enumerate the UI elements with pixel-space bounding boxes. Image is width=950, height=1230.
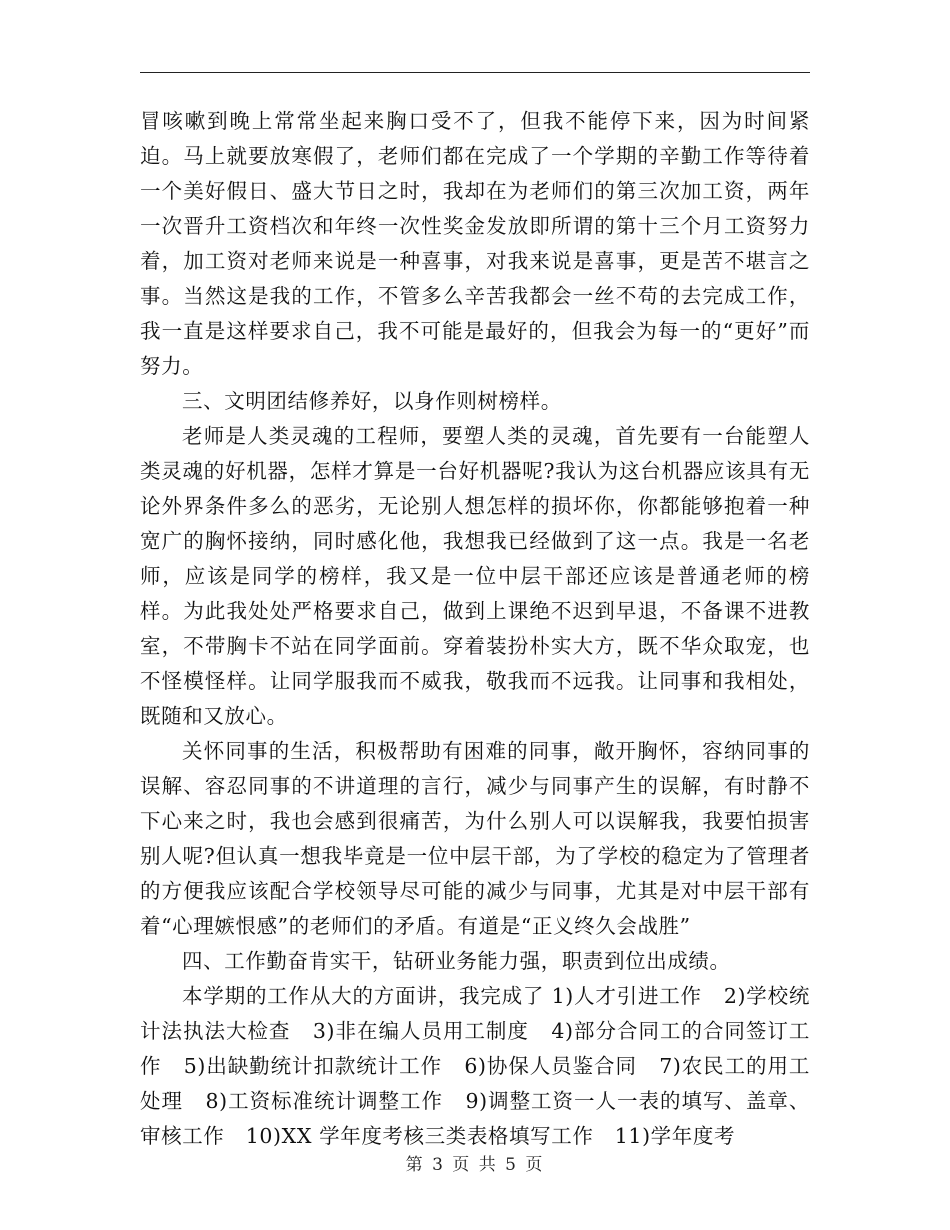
- paragraph-4: 本学期的工作从大的方面讲，我完成了 1)人才引进工作 2)学校统计法执法大检查 3)非在编人员用工制度 4)部分合同工的合同签订工作 5)出缺勤统计扣款统计工作 6)协保人员鉴合同 7)农民工的用工处理 8)工资标准统计调整工作 9)调整工资一人一表的填写、盖章、审核工作 10)XX 学年度考核三类表格填写工作 11)学年度考: [140, 984, 810, 1148]
- header-rule: [140, 72, 810, 73]
- section-heading-4: 四、工作勤奋肯实干，钻研业务能力强，职责到位出成绩。: [182, 949, 731, 973]
- paragraph-3: 关怀同事的生活，积极帮助有困难的同事，敞开胸怀，容纳同事的误解、容忍同事的不讲道理的言行，减少与同事产生的误解，有时静不下心来之时，我也会感到很痛苦，为什么别人可以误解我，我要怕损害别人呢?但认真一想我毕竟是一位中层干部，为了学校的稳定为了管理者的方便我应该配合学校领导尽可能的减少与同事，尤其是对中层干部有着“心理嫉恨感”的老师们的矛盾。有道是“正义终久会战胜”: [140, 739, 810, 938]
- page-number: 第 3 页 共 5 页: [405, 1155, 545, 1175]
- section-heading-3: 三、文明团结修养好，以身作则树榜样。: [182, 389, 562, 413]
- paragraph-1: 冒咳嗽到晚上常常坐起来胸口受不了，但我不能停下来，因为时间紧迫。马上就要放寒假了，老师们都在完成了一个学期的辛勤工作等待着一个美好假日、盛大节日之时，我却在为老师们的第三次加工资，两年一次晋升工资档次和年终一次性奖金发放即所谓的第十三个月工资努力着，加工资对老师来说是一种喜事，对我来说是喜事，更是苦不堪言之事。当然这是我的工作，不管多么辛苦我都会一丝不苟的去完成工作，我一直是这样要求自己，我不可能是最好的，但我会为每一的“更好”而努力。: [140, 109, 810, 378]
- document-body: [140, 104, 810, 1154]
- paragraph-2: 老师是人类灵魂的工程师，要塑人类的灵魂，首先要有一台能塑人类灵魂的好机器，怎样才算是一台好机器呢?我认为这台机器应该具有无论外界条件多么的恶劣，无论别人想怎样的损坏你，你都能够抱着一种宽广的胸怀接纳，同时感化他，我想我已经做到了这一点。我是一名老师，应该是同学的榜样，我又是一位中层干部还应该是普通老师的榜样。为此我处处严格要求自己，做到上课绝不迟到早退，不备课不进教室，不带胸卡不站在同学面前。穿着装扮朴实大方，既不华众取宠，也不怪模怪样。让同学服我而不威我，敬我而不远我。让同事和我相处，既随和又放心。: [140, 424, 810, 728]
